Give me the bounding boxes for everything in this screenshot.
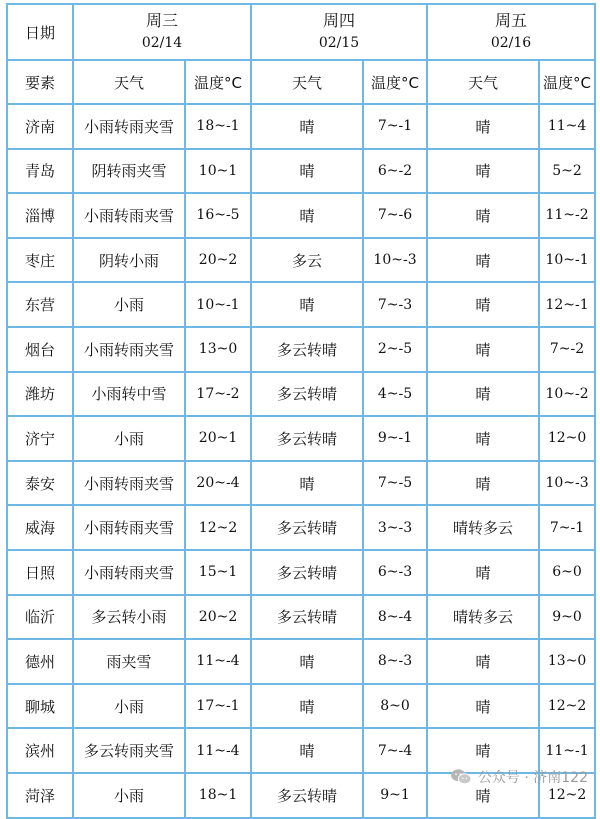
day-name: 周三 [146,11,179,30]
weather-label: 天气 [251,60,363,104]
temp-cell: 18~1 [185,773,251,818]
temp-cell: 20~2 [185,595,251,640]
temp-cell: 7~-3 [363,282,427,327]
weather-cell: 晴 [251,149,363,194]
day-header-row [7,4,595,60]
weather-cell: 多云 [251,238,363,283]
temp-cell: 10~-3 [539,461,595,506]
temp-cell: 17~-2 [185,372,251,417]
weather-cell: 小雨 [73,416,185,461]
weather-cell: 小雨转雨夹雪 [73,104,185,149]
temp-cell: 4~-5 [363,372,427,417]
weather-cell: 晴转多云 [427,505,539,550]
weather-cell: 晴 [251,639,363,684]
city-cell: 济宁 [7,416,73,461]
temp-cell: 10~-3 [363,238,427,283]
city-cell: 潍坊 [7,372,73,417]
element-label: 要素 [7,60,73,104]
table-row [7,282,595,327]
weather-cell: 晴 [251,684,363,729]
weather-cell: 多云转晴 [251,595,363,640]
day-date: 02/15 [318,35,360,51]
table-row [7,372,595,417]
weather-cell: 多云转晴 [251,372,363,417]
weather-cell: 小雨转雨夹雪 [73,327,185,372]
temp-cell: 7~-4 [363,728,427,773]
temp-cell: 7~-1 [363,104,427,149]
temp-cell: 8~-4 [363,595,427,640]
temp-cell: 6~-3 [363,550,427,595]
weather-cell: 晴 [427,104,539,149]
city-cell: 日照 [7,550,73,595]
weather-cell: 晴 [251,461,363,506]
weather-cell: 阴转雨夹雪 [73,149,185,194]
temp-label: 温度°C [363,60,427,104]
weather-cell: 小雨 [73,684,185,729]
temp-cell: 12~2 [539,773,595,818]
city-cell: 淄博 [7,193,73,238]
table-row [7,505,595,550]
weather-cell: 小雨 [73,773,185,818]
wechat-icon [450,768,472,786]
temp-cell: 12~-1 [539,282,595,327]
weather-cell: 晴 [427,282,539,327]
weather-cell: 晴 [427,550,539,595]
temp-cell: 10~1 [185,149,251,194]
temp-cell: 17~-1 [185,684,251,729]
weather-cell: 小雨转雨夹雪 [73,193,185,238]
temp-cell: 3~-3 [363,505,427,550]
city-cell: 临沂 [7,595,73,640]
table-row [7,193,595,238]
weather-cell: 晴 [427,193,539,238]
table-row [7,238,595,283]
city-cell: 青岛 [7,149,73,194]
temp-cell: 11~-4 [185,639,251,684]
city-cell: 德州 [7,639,73,684]
temp-cell: 11~-2 [539,193,595,238]
temp-cell: 2~-5 [363,327,427,372]
table-row [7,416,595,461]
weather-cell: 晴 [427,773,539,818]
weather-cell: 晴 [427,372,539,417]
temp-cell: 15~1 [185,550,251,595]
day-date: 02/16 [490,35,532,51]
city-cell: 威海 [7,505,73,550]
temp-cell: 7~-1 [539,505,595,550]
temp-cell: 13~0 [185,327,251,372]
weather-cell: 晴 [251,728,363,773]
city-cell: 滨州 [7,728,73,773]
temp-cell: 11~-1 [539,728,595,773]
temp-cell: 6~-2 [363,149,427,194]
temp-cell: 7~-6 [363,193,427,238]
day-header-2 [251,4,427,60]
weather-cell: 晴 [251,282,363,327]
temp-cell: 13~0 [539,639,595,684]
weather-cell: 晴 [427,416,539,461]
city-cell: 烟台 [7,327,73,372]
weather-cell: 晴 [427,149,539,194]
temp-cell: 5~2 [539,149,595,194]
table-row [7,461,595,506]
city-cell: 菏泽 [7,773,73,818]
weather-label: 天气 [73,60,185,104]
temp-cell: 6~0 [539,550,595,595]
watermark [450,767,588,787]
weather-cell: 小雨转雨夹雪 [73,550,185,595]
temp-cell: 20~1 [185,416,251,461]
forecast-table-container [6,3,594,819]
temp-cell: 20~2 [185,238,251,283]
city-cell: 枣庄 [7,238,73,283]
weather-cell: 晴 [427,327,539,372]
table-row [7,639,595,684]
temp-cell: 11~-4 [185,728,251,773]
temp-label: 温度°C [185,60,251,104]
weather-cell: 晴 [427,461,539,506]
city-cell: 济南 [7,104,73,149]
temp-label: 温度°C [539,60,595,104]
weather-cell: 阴转小雨 [73,238,185,283]
table-row [7,104,595,149]
weather-cell: 多云转晴 [251,505,363,550]
weather-cell: 晴 [427,684,539,729]
weather-cell: 晴 [251,193,363,238]
day-header-1 [73,4,251,60]
weather-cell: 晴 [427,639,539,684]
weather-cell: 小雨转雨夹雪 [73,461,185,506]
city-cell: 聊城 [7,684,73,729]
city-cell: 东营 [7,282,73,327]
temp-cell: 10~-1 [539,238,595,283]
temp-cell: 10~-2 [539,372,595,417]
temp-cell: 20~-4 [185,461,251,506]
weather-cell: 多云转晴 [251,773,363,818]
day-date: 02/14 [141,35,183,51]
temp-cell: 8~0 [363,684,427,729]
day-name: 周五 [495,11,528,30]
weather-cell: 多云转晴 [251,416,363,461]
element-header-row [7,60,595,104]
watermark-text: 公众号 · 济南122 [477,770,588,786]
weather-cell: 晴 [427,238,539,283]
forecast-table [6,3,596,819]
temp-cell: 18~-1 [185,104,251,149]
table-row [7,550,595,595]
table-row [7,684,595,729]
weather-cell: 雨夹雪 [73,639,185,684]
forecast-rows [7,104,595,818]
weather-cell: 多云转晴 [251,327,363,372]
weather-cell: 多云转晴 [251,550,363,595]
table-row [7,149,595,194]
date-label: 日期 [7,4,73,60]
weather-cell: 多云转雨夹雪 [73,728,185,773]
weather-cell: 晴转多云 [427,595,539,640]
temp-cell: 12~0 [539,416,595,461]
day-name: 周四 [323,11,356,30]
temp-cell: 7~-2 [539,327,595,372]
temp-cell: 9~-1 [363,416,427,461]
weather-cell: 多云转小雨 [73,595,185,640]
temp-cell: 11~4 [539,104,595,149]
weather-label: 天气 [427,60,539,104]
table-row [7,595,595,640]
weather-cell: 小雨转中雪 [73,372,185,417]
weather-cell: 晴 [251,104,363,149]
temp-cell: 10~-1 [185,282,251,327]
city-cell: 泰安 [7,461,73,506]
temp-cell: 8~-3 [363,639,427,684]
day-header-3 [427,4,595,60]
temp-cell: 16~-5 [185,193,251,238]
temp-cell: 7~-5 [363,461,427,506]
temp-cell: 12~2 [539,684,595,729]
temp-cell: 9~1 [363,773,427,818]
weather-cell: 小雨转雨夹雪 [73,505,185,550]
temp-cell: 12~2 [185,505,251,550]
weather-cell: 晴 [427,728,539,773]
temp-cell: 9~0 [539,595,595,640]
weather-cell: 小雨 [73,282,185,327]
table-row [7,327,595,372]
